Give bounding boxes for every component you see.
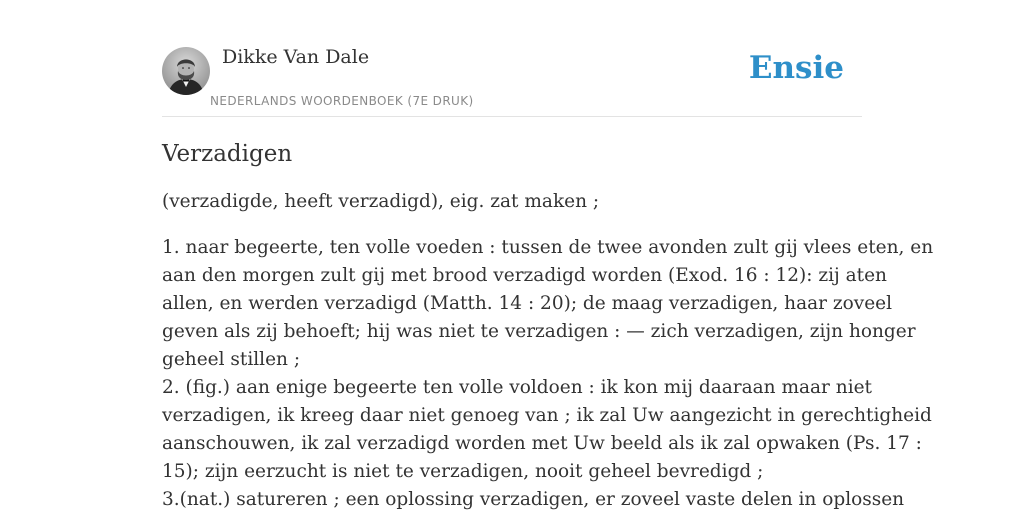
definition-line: geheel stillen ; [162,349,301,370]
author-name[interactable]: Dikke Van Dale [222,46,370,68]
entry-header [162,44,862,117]
definition-line: 1. naar begeerte, ten volle voeden : tussen de twee avonden zult gij vlees eten, en [162,237,934,258]
entry-definition [162,234,934,512]
portrait-image [162,47,210,95]
definition-line: verzadigen, ik kreeg daar niet genoeg van ; ik zal Uw aangezicht in gerechtigheid [162,405,932,426]
entry-title: Verzadigen [162,141,293,167]
definition-line: 2. (fig.) aan enige begeerte ten volle voldoen : ik kon mij daaraan maar niet [162,377,872,398]
definition-line: 15); zijn eerzucht is niet te verzadigen, nooit geheel bevredigd ; [162,461,764,482]
author-avatar[interactable] [162,47,210,95]
definition-line: allen, en werden verzadigd (Matth. 14 : 20); de maag verzadigen, haar zoveel [162,293,893,314]
entry-intro: (verzadigde, heeft verzadigd), eig. zat maken ; [162,191,600,212]
definition-line: geven als zij behoeft; hij was niet te verzadigen : — zich verzadigen, zijn honger [162,321,916,342]
source-title[interactable]: NEDERLANDS WOORDENBOEK (7E DRUK) [210,94,474,108]
definition-line: 3.(nat.) satureren ; een oplossing verzadigen, er zoveel vaste delen in oplossen [162,489,905,510]
ensie-logo[interactable]: Ensie [748,50,844,86]
definition-line: aan den morgen zult gij met brood verzadigd worden (Exod. 16 : 12): zij aten [162,265,887,286]
entry-content [162,138,934,512]
definition-line: aanschouwen, ik zal verzadigd worden met Uw beeld als ik zal opwaken (Ps. 17 : [162,433,922,454]
